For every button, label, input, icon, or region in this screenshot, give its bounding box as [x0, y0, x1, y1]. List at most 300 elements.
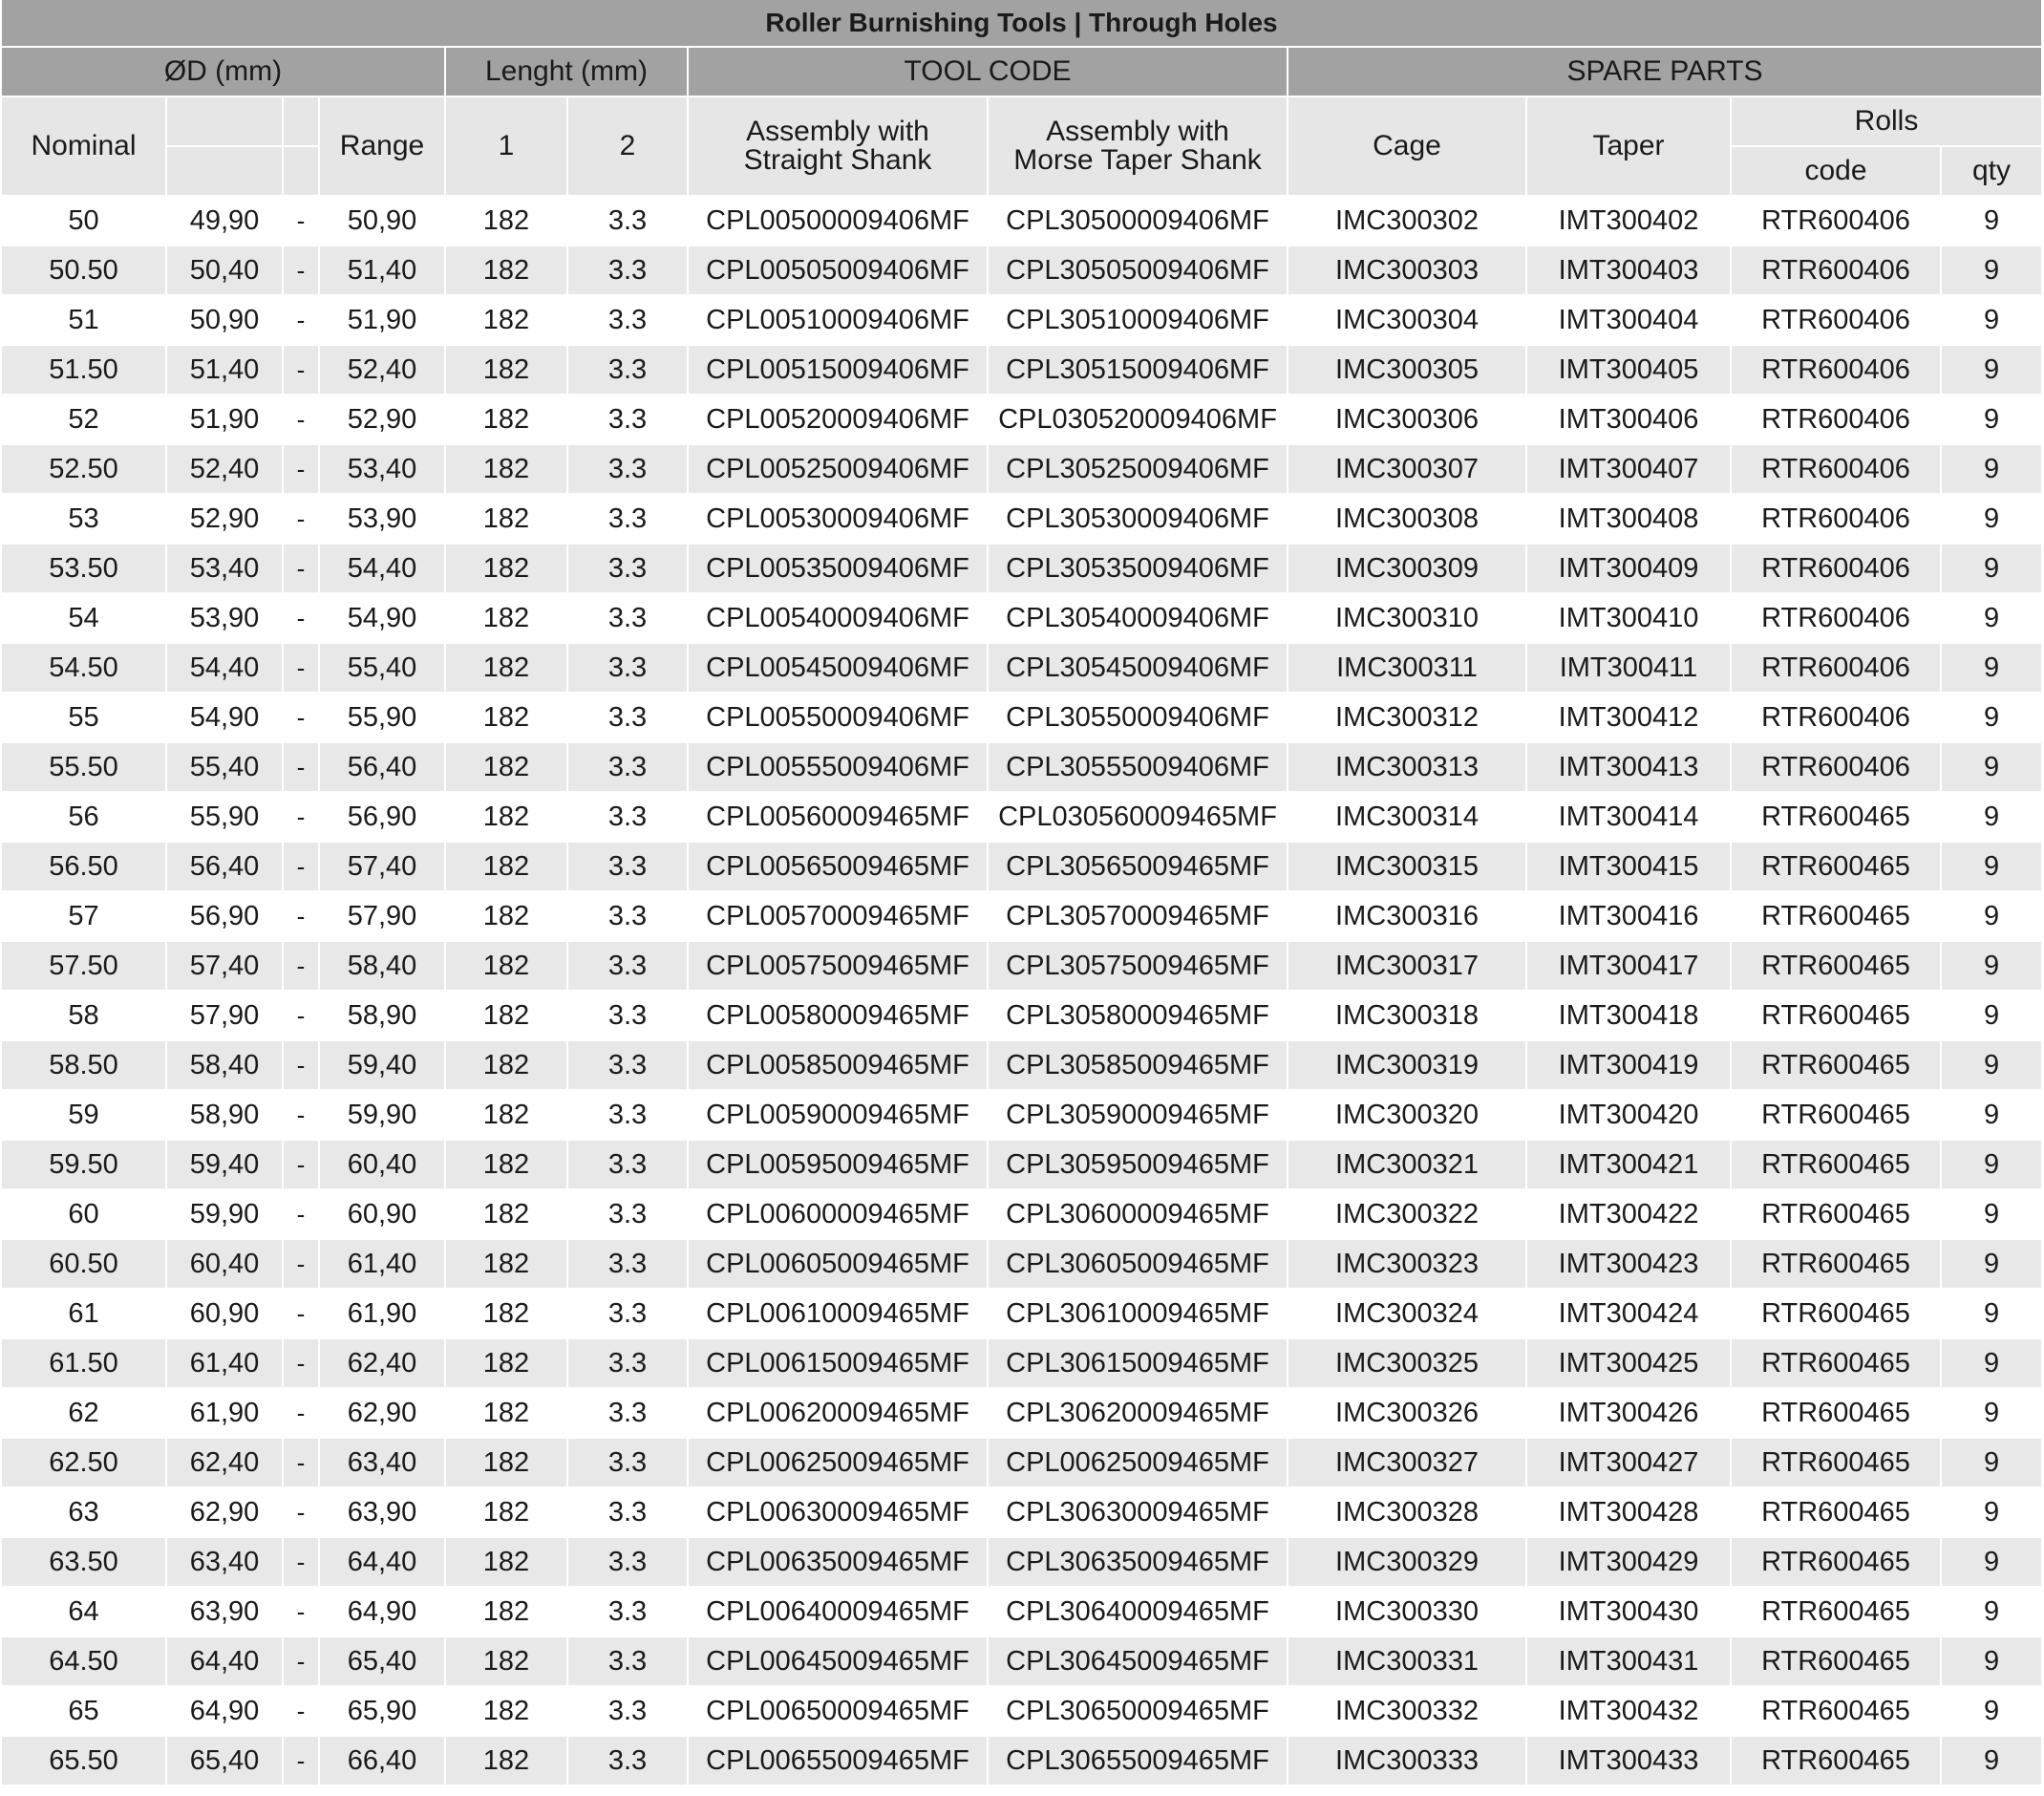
- morse-taper-code-cell: CPL30575009465MF: [988, 941, 1288, 991]
- header-morse-taper-shank-line1: Assembly with: [1046, 116, 1229, 147]
- morse-taper-code-cell: CPL30550009406MF: [988, 693, 1288, 742]
- spec-table: [2, 0, 2043, 1786]
- taper-code-cell: IMT300433: [1526, 1736, 1731, 1785]
- table-row: [2, 1289, 2042, 1338]
- morse-taper-code-cell: CPL00625009465MF: [988, 1438, 1288, 1487]
- group-header-length: Lenght (mm): [445, 47, 688, 96]
- rolls-code-cell: RTR600465: [1731, 1090, 1941, 1140]
- morse-taper-code-cell: CPL30570009465MF: [988, 891, 1288, 941]
- morse-taper-code-cell: CPL30505009406MF: [988, 246, 1288, 295]
- length-2-cell: 3.3: [567, 792, 688, 842]
- range-max-cell: 57,90: [319, 891, 445, 941]
- length-1-cell: 182: [445, 1388, 567, 1438]
- rolls-code-cell: RTR600465: [1731, 1537, 1941, 1587]
- morse-taper-code-cell: CPL30585009465MF: [988, 1040, 1288, 1090]
- header-nominal: Nominal: [2, 96, 166, 196]
- table-row: [2, 1040, 2042, 1090]
- range-dash-cell: -: [283, 1736, 319, 1785]
- header-rolls: Rolls: [1731, 96, 2042, 146]
- straight-shank-code-cell: CPL00635009465MF: [688, 1537, 988, 1587]
- length-1-cell: 182: [445, 643, 567, 693]
- length-1-cell: 182: [445, 842, 567, 891]
- range-min-cell: 52,40: [166, 444, 283, 494]
- cage-code-cell: IMC300316: [1288, 891, 1526, 941]
- nominal-cell: 55.50: [2, 742, 166, 792]
- length-1-cell: 182: [445, 1438, 567, 1487]
- range-min-cell: 57,40: [166, 941, 283, 991]
- range-max-cell: 52,90: [319, 395, 445, 444]
- rolls-qty-cell: 9: [1941, 1289, 2042, 1338]
- cage-code-cell: IMC300322: [1288, 1189, 1526, 1239]
- length-1-cell: 182: [445, 345, 567, 395]
- length-1-cell: 182: [445, 1736, 567, 1785]
- table-row: [2, 246, 2042, 295]
- header-cage: Cage: [1288, 96, 1526, 196]
- nominal-cell: 54.50: [2, 643, 166, 693]
- nominal-cell: 54: [2, 593, 166, 643]
- range-min-cell: 63,40: [166, 1537, 283, 1587]
- rolls-qty-cell: 9: [1941, 345, 2042, 395]
- header-range-dash-blank: [283, 96, 319, 146]
- rolls-qty-cell: 9: [1941, 1239, 2042, 1289]
- range-max-cell: 63,40: [319, 1438, 445, 1487]
- range-dash-cell: -: [283, 1289, 319, 1338]
- range-dash-cell: -: [283, 196, 319, 246]
- length-1-cell: 182: [445, 295, 567, 345]
- length-2-cell: 3.3: [567, 1090, 688, 1140]
- nominal-cell: 61: [2, 1289, 166, 1338]
- straight-shank-code-cell: CPL00645009465MF: [688, 1636, 988, 1686]
- nominal-cell: 58: [2, 991, 166, 1040]
- morse-taper-code-cell: CPL30605009465MF: [988, 1239, 1288, 1289]
- header-length-1: 1: [445, 96, 567, 196]
- range-dash-cell: -: [283, 246, 319, 295]
- nominal-cell: 62: [2, 1388, 166, 1438]
- straight-shank-code-cell: CPL00515009406MF: [688, 345, 988, 395]
- length-1-cell: 182: [445, 1289, 567, 1338]
- length-1-cell: 182: [445, 1537, 567, 1587]
- length-2-cell: 3.3: [567, 742, 688, 792]
- length-2-cell: 3.3: [567, 345, 688, 395]
- straight-shank-code-cell: CPL00620009465MF: [688, 1388, 988, 1438]
- range-max-cell: 63,90: [319, 1487, 445, 1537]
- straight-shank-code-cell: CPL00650009465MF: [688, 1686, 988, 1736]
- range-max-cell: 64,90: [319, 1587, 445, 1636]
- taper-code-cell: IMT300407: [1526, 444, 1731, 494]
- nominal-cell: 52: [2, 395, 166, 444]
- morse-taper-code-cell: CPL30535009406MF: [988, 544, 1288, 593]
- length-2-cell: 3.3: [567, 1487, 688, 1537]
- rolls-qty-cell: 9: [1941, 395, 2042, 444]
- length-1-cell: 182: [445, 246, 567, 295]
- rolls-code-cell: RTR600465: [1731, 991, 1941, 1040]
- straight-shank-code-cell: CPL00615009465MF: [688, 1338, 988, 1388]
- straight-shank-code-cell: CPL00560009465MF: [688, 792, 988, 842]
- range-dash-cell: -: [283, 1686, 319, 1736]
- morse-taper-code-cell: CPL30555009406MF: [988, 742, 1288, 792]
- length-2-cell: 3.3: [567, 891, 688, 941]
- range-max-cell: 58,90: [319, 991, 445, 1040]
- taper-code-cell: IMT300406: [1526, 395, 1731, 444]
- length-1-cell: 182: [445, 742, 567, 792]
- group-header-spare-parts: SPARE PARTS: [1288, 47, 2042, 96]
- range-dash-cell: -: [283, 1189, 319, 1239]
- header-straight-shank-line2: Straight Shank: [743, 144, 932, 176]
- rolls-code-cell: RTR600465: [1731, 1686, 1941, 1736]
- morse-taper-code-cell: CPL30565009465MF: [988, 842, 1288, 891]
- nominal-cell: 50: [2, 196, 166, 246]
- nominal-cell: 60.50: [2, 1239, 166, 1289]
- straight-shank-code-cell: CPL00530009406MF: [688, 494, 988, 544]
- morse-taper-code-cell: CPL30530009406MF: [988, 494, 1288, 544]
- range-max-cell: 56,40: [319, 742, 445, 792]
- range-dash-cell: -: [283, 1438, 319, 1487]
- cage-code-cell: IMC300303: [1288, 246, 1526, 295]
- table-body: [2, 196, 2042, 1785]
- table-row: [2, 1239, 2042, 1289]
- range-min-cell: 54,90: [166, 693, 283, 742]
- cage-code-cell: IMC300309: [1288, 544, 1526, 593]
- range-max-cell: 60,40: [319, 1140, 445, 1189]
- table-title: Roller Burnishing Tools | Through Holes: [2, 0, 2042, 47]
- range-max-cell: 55,90: [319, 693, 445, 742]
- rolls-code-cell: RTR600465: [1731, 1338, 1941, 1388]
- range-dash-cell: -: [283, 1587, 319, 1636]
- table-row: [2, 1686, 2042, 1736]
- cage-code-cell: IMC300304: [1288, 295, 1526, 345]
- table-row: [2, 1090, 2042, 1140]
- table-row: [2, 643, 2042, 693]
- header-range-dash-blank-2: [283, 146, 319, 196]
- length-2-cell: 3.3: [567, 1438, 688, 1487]
- length-2-cell: 3.3: [567, 395, 688, 444]
- rolls-code-cell: RTR600406: [1731, 593, 1941, 643]
- header-range: Range: [319, 96, 445, 196]
- taper-code-cell: IMT300428: [1526, 1487, 1731, 1537]
- morse-taper-code-cell: CPL30600009465MF: [988, 1189, 1288, 1239]
- range-dash-cell: -: [283, 1388, 319, 1438]
- morse-taper-code-cell: CPL30580009465MF: [988, 991, 1288, 1040]
- rolls-qty-cell: 9: [1941, 1636, 2042, 1686]
- morse-taper-code-cell: CPL30640009465MF: [988, 1587, 1288, 1636]
- straight-shank-code-cell: CPL00570009465MF: [688, 891, 988, 941]
- range-min-cell: 51,40: [166, 345, 283, 395]
- rolls-qty-cell: 9: [1941, 544, 2042, 593]
- table-row: [2, 792, 2042, 842]
- cage-code-cell: IMC300321: [1288, 1140, 1526, 1189]
- taper-code-cell: IMT300415: [1526, 842, 1731, 891]
- range-min-cell: 51,90: [166, 395, 283, 444]
- rolls-code-cell: RTR600406: [1731, 643, 1941, 693]
- nominal-cell: 65: [2, 1686, 166, 1736]
- length-2-cell: 3.3: [567, 246, 688, 295]
- length-2-cell: 3.3: [567, 1140, 688, 1189]
- table-row: [2, 345, 2042, 395]
- length-1-cell: 182: [445, 1140, 567, 1189]
- length-2-cell: 3.3: [567, 1388, 688, 1438]
- rolls-qty-cell: 9: [1941, 1686, 2042, 1736]
- rolls-qty-cell: 9: [1941, 1040, 2042, 1090]
- range-max-cell: 50,90: [319, 196, 445, 246]
- range-max-cell: 55,40: [319, 643, 445, 693]
- length-2-cell: 3.3: [567, 444, 688, 494]
- group-header-od: ØD (mm): [2, 47, 445, 96]
- rolls-qty-cell: 9: [1941, 444, 2042, 494]
- taper-code-cell: IMT300431: [1526, 1636, 1731, 1686]
- length-2-cell: 3.3: [567, 643, 688, 693]
- range-min-cell: 64,40: [166, 1636, 283, 1686]
- straight-shank-code-cell: CPL00545009406MF: [688, 643, 988, 693]
- table-row: [2, 842, 2042, 891]
- taper-code-cell: IMT300424: [1526, 1289, 1731, 1338]
- table-row: [2, 1736, 2042, 1785]
- morse-taper-code-cell: CPL30650009465MF: [988, 1686, 1288, 1736]
- length-1-cell: 182: [445, 792, 567, 842]
- rolls-qty-cell: 9: [1941, 1189, 2042, 1239]
- range-dash-cell: -: [283, 1239, 319, 1289]
- range-min-cell: 58,40: [166, 1040, 283, 1090]
- length-1-cell: 182: [445, 1239, 567, 1289]
- range-min-cell: 59,40: [166, 1140, 283, 1189]
- range-max-cell: 65,40: [319, 1636, 445, 1686]
- cage-code-cell: IMC300318: [1288, 991, 1526, 1040]
- straight-shank-code-cell: CPL00555009406MF: [688, 742, 988, 792]
- length-1-cell: 182: [445, 544, 567, 593]
- rolls-qty-cell: 9: [1941, 1090, 2042, 1140]
- range-max-cell: 59,90: [319, 1090, 445, 1140]
- range-min-cell: 60,90: [166, 1289, 283, 1338]
- rolls-qty-cell: 9: [1941, 196, 2042, 246]
- range-min-cell: 62,90: [166, 1487, 283, 1537]
- taper-code-cell: IMT300417: [1526, 941, 1731, 991]
- rolls-code-cell: RTR600465: [1731, 941, 1941, 991]
- range-min-cell: 49,90: [166, 196, 283, 246]
- rolls-qty-cell: 9: [1941, 1438, 2042, 1487]
- morse-taper-code-cell: CPL30645009465MF: [988, 1636, 1288, 1686]
- range-min-cell: 56,90: [166, 891, 283, 941]
- range-max-cell: 61,90: [319, 1289, 445, 1338]
- rolls-code-cell: RTR600465: [1731, 1189, 1941, 1239]
- length-1-cell: 182: [445, 395, 567, 444]
- rolls-qty-cell: 9: [1941, 593, 2042, 643]
- range-dash-cell: -: [283, 792, 319, 842]
- length-2-cell: 3.3: [567, 1587, 688, 1636]
- table-row: [2, 1587, 2042, 1636]
- cage-code-cell: IMC300320: [1288, 1090, 1526, 1140]
- header-taper: Taper: [1526, 96, 1731, 196]
- straight-shank-code-cell: CPL00605009465MF: [688, 1239, 988, 1289]
- morse-taper-code-cell: CPL30545009406MF: [988, 643, 1288, 693]
- range-dash-cell: -: [283, 295, 319, 345]
- rolls-qty-cell: 9: [1941, 1338, 2042, 1388]
- cage-code-cell: IMC300332: [1288, 1686, 1526, 1736]
- table-row: [2, 1338, 2042, 1388]
- morse-taper-code-cell: CPL30615009465MF: [988, 1338, 1288, 1388]
- table-row: [2, 544, 2042, 593]
- rolls-code-cell: RTR600406: [1731, 444, 1941, 494]
- range-max-cell: 52,40: [319, 345, 445, 395]
- range-min-cell: 52,90: [166, 494, 283, 544]
- range-max-cell: 51,90: [319, 295, 445, 345]
- length-1-cell: 182: [445, 444, 567, 494]
- range-dash-cell: -: [283, 1537, 319, 1587]
- table-row: [2, 742, 2042, 792]
- taper-code-cell: IMT300425: [1526, 1338, 1731, 1388]
- table-row: [2, 991, 2042, 1040]
- nominal-cell: 51: [2, 295, 166, 345]
- nominal-cell: 57: [2, 891, 166, 941]
- taper-code-cell: IMT300410: [1526, 593, 1731, 643]
- rolls-qty-cell: 9: [1941, 1140, 2042, 1189]
- cage-code-cell: IMC300319: [1288, 1040, 1526, 1090]
- rolls-code-cell: RTR600406: [1731, 395, 1941, 444]
- range-max-cell: 64,40: [319, 1537, 445, 1587]
- range-max-cell: 53,40: [319, 444, 445, 494]
- length-1-cell: 182: [445, 1636, 567, 1686]
- rolls-code-cell: RTR600465: [1731, 1289, 1941, 1338]
- table-row: [2, 395, 2042, 444]
- length-2-cell: 3.3: [567, 1537, 688, 1587]
- rolls-code-cell: RTR600465: [1731, 1636, 1941, 1686]
- header-length-2: 2: [567, 96, 688, 196]
- cage-code-cell: IMC300323: [1288, 1239, 1526, 1289]
- table-row: [2, 1438, 2042, 1487]
- nominal-cell: 50.50: [2, 246, 166, 295]
- rolls-qty-cell: 9: [1941, 941, 2042, 991]
- straight-shank-code-cell: CPL00640009465MF: [688, 1587, 988, 1636]
- range-min-cell: 65,40: [166, 1736, 283, 1785]
- straight-shank-code-cell: CPL00565009465MF: [688, 842, 988, 891]
- rolls-code-cell: RTR600465: [1731, 891, 1941, 941]
- straight-shank-code-cell: CPL00575009465MF: [688, 941, 988, 991]
- nominal-cell: 60: [2, 1189, 166, 1239]
- table-row: [2, 1537, 2042, 1587]
- taper-code-cell: IMT300420: [1526, 1090, 1731, 1140]
- range-dash-cell: -: [283, 1636, 319, 1686]
- morse-taper-code-cell: CPL30630009465MF: [988, 1487, 1288, 1537]
- straight-shank-code-cell: CPL00525009406MF: [688, 444, 988, 494]
- range-min-cell: 55,40: [166, 742, 283, 792]
- taper-code-cell: IMT300402: [1526, 196, 1731, 246]
- taper-code-cell: IMT300405: [1526, 345, 1731, 395]
- straight-shank-code-cell: CPL00600009465MF: [688, 1189, 988, 1239]
- range-min-cell: 55,90: [166, 792, 283, 842]
- length-1-cell: 182: [445, 891, 567, 941]
- rolls-code-cell: RTR600406: [1731, 196, 1941, 246]
- taper-code-cell: IMT300419: [1526, 1040, 1731, 1090]
- length-2-cell: 3.3: [567, 544, 688, 593]
- cage-code-cell: IMC300331: [1288, 1636, 1526, 1686]
- length-2-cell: 3.3: [567, 196, 688, 246]
- header-range-min-blank: [166, 96, 283, 146]
- taper-code-cell: IMT300427: [1526, 1438, 1731, 1487]
- nominal-cell: 61.50: [2, 1338, 166, 1388]
- morse-taper-code-cell: CPL030520009406MF: [988, 395, 1288, 444]
- rolls-code-cell: RTR600465: [1731, 1040, 1941, 1090]
- cage-code-cell: IMC300302: [1288, 196, 1526, 246]
- length-1-cell: 182: [445, 593, 567, 643]
- spec-table-container: [2, 0, 2042, 1786]
- nominal-cell: 65.50: [2, 1736, 166, 1785]
- cage-code-cell: IMC300325: [1288, 1338, 1526, 1388]
- table-row: [2, 1140, 2042, 1189]
- range-min-cell: 56,40: [166, 842, 283, 891]
- range-max-cell: 61,40: [319, 1239, 445, 1289]
- straight-shank-code-cell: CPL00540009406MF: [688, 593, 988, 643]
- range-dash-cell: -: [283, 1487, 319, 1537]
- range-max-cell: 56,90: [319, 792, 445, 842]
- range-dash-cell: -: [283, 742, 319, 792]
- straight-shank-code-cell: CPL00500009406MF: [688, 196, 988, 246]
- length-1-cell: 182: [445, 1338, 567, 1388]
- taper-code-cell: IMT300422: [1526, 1189, 1731, 1239]
- range-min-cell: 53,90: [166, 593, 283, 643]
- straight-shank-code-cell: CPL00585009465MF: [688, 1040, 988, 1090]
- nominal-cell: 56: [2, 792, 166, 842]
- rolls-qty-cell: 9: [1941, 1487, 2042, 1537]
- table-row: [2, 891, 2042, 941]
- taper-code-cell: IMT300414: [1526, 792, 1731, 842]
- morse-taper-code-cell: CPL30635009465MF: [988, 1537, 1288, 1587]
- table-row: [2, 593, 2042, 643]
- length-1-cell: 182: [445, 1090, 567, 1140]
- range-min-cell: 57,90: [166, 991, 283, 1040]
- nominal-cell: 55: [2, 693, 166, 742]
- range-min-cell: 61,90: [166, 1388, 283, 1438]
- morse-taper-code-cell: CPL30620009465MF: [988, 1388, 1288, 1438]
- taper-code-cell: IMT300416: [1526, 891, 1731, 941]
- length-2-cell: 3.3: [567, 1636, 688, 1686]
- morse-taper-code-cell: CPL30590009465MF: [988, 1090, 1288, 1140]
- cage-code-cell: IMC300306: [1288, 395, 1526, 444]
- morse-taper-code-cell: CPL30610009465MF: [988, 1289, 1288, 1338]
- length-2-cell: 3.3: [567, 693, 688, 742]
- cage-code-cell: IMC300328: [1288, 1487, 1526, 1537]
- range-max-cell: 65,90: [319, 1686, 445, 1736]
- range-dash-cell: -: [283, 941, 319, 991]
- length-1-cell: 182: [445, 1487, 567, 1537]
- range-dash-cell: -: [283, 1090, 319, 1140]
- rolls-qty-cell: 9: [1941, 1537, 2042, 1587]
- header-range-min-blank-2: [166, 146, 283, 196]
- cage-code-cell: IMC300317: [1288, 941, 1526, 991]
- range-max-cell: 59,40: [319, 1040, 445, 1090]
- range-dash-cell: -: [283, 544, 319, 593]
- rolls-qty-cell: 9: [1941, 494, 2042, 544]
- nominal-cell: 59: [2, 1090, 166, 1140]
- taper-code-cell: IMT300412: [1526, 693, 1731, 742]
- header-straight-shank: [688, 96, 988, 196]
- taper-code-cell: IMT300418: [1526, 991, 1731, 1040]
- range-dash-cell: -: [283, 991, 319, 1040]
- range-dash-cell: -: [283, 891, 319, 941]
- table-row: [2, 1189, 2042, 1239]
- table-row: [2, 196, 2042, 246]
- range-min-cell: 64,90: [166, 1686, 283, 1736]
- nominal-cell: 64: [2, 1587, 166, 1636]
- length-2-cell: 3.3: [567, 494, 688, 544]
- cage-code-cell: IMC300326: [1288, 1388, 1526, 1438]
- length-1-cell: 182: [445, 196, 567, 246]
- table-row: [2, 693, 2042, 742]
- length-1-cell: 182: [445, 991, 567, 1040]
- rolls-code-cell: RTR600465: [1731, 1587, 1941, 1636]
- table-row: [2, 295, 2042, 345]
- range-dash-cell: -: [283, 1338, 319, 1388]
- rolls-code-cell: RTR600465: [1731, 792, 1941, 842]
- rolls-qty-cell: 9: [1941, 1388, 2042, 1438]
- rolls-qty-cell: 9: [1941, 1736, 2042, 1785]
